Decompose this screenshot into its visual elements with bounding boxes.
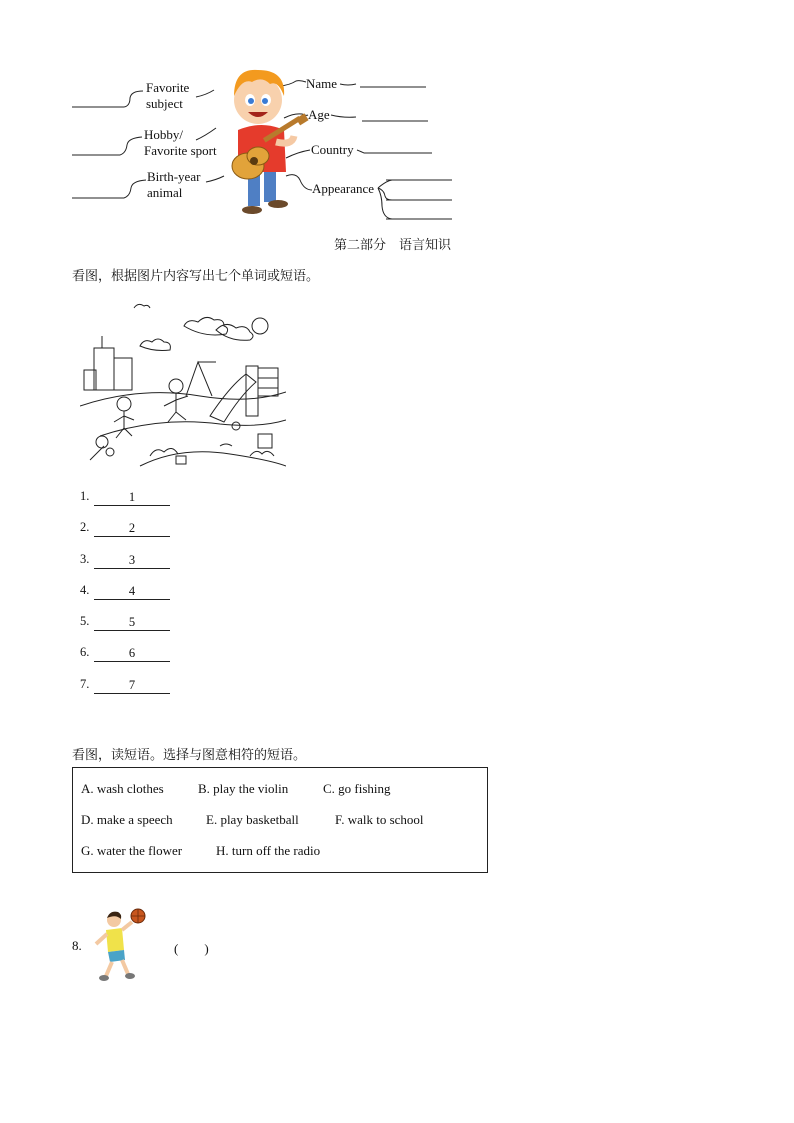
q1-item-number: 5. [80, 614, 90, 628]
q1-item-number: 7. [80, 677, 90, 691]
q1-item-number: 1. [80, 489, 90, 503]
label-birth-year-2: animal [147, 185, 183, 200]
q1-item-number: 6. [80, 645, 90, 659]
label-favorite-subject-1: Favorite [146, 80, 190, 95]
q2-answer-paren[interactable]: ( ) [174, 941, 209, 956]
q1-answer-blank[interactable]: 7 [94, 677, 170, 694]
label-country: Country [311, 142, 354, 157]
label-appearance: Appearance [312, 181, 375, 196]
label-hobby-1: Hobby/ [144, 127, 183, 142]
q1-answer-blank[interactable]: 2 [94, 520, 170, 537]
option-a: A. wash clothes [81, 781, 164, 796]
option-h: H. turn off the radio [216, 843, 321, 858]
label-age: Age [308, 107, 330, 122]
q1-answer-blank[interactable]: 1 [94, 489, 170, 506]
option-f: F. walk to school [335, 812, 424, 827]
q2-instruction: 看图，读短语。选择与图意相符的短语。 [72, 748, 307, 763]
label-name: Name [306, 76, 338, 91]
label-hobby-2: Favorite sport [144, 143, 217, 158]
park-scene-illustration [80, 296, 286, 476]
q1-item-number: 4. [80, 583, 90, 597]
option-g: G. water the flower [81, 843, 183, 858]
option-b: B. play the violin [198, 781, 289, 796]
q1-item-number: 3. [80, 552, 90, 566]
q1-answer-blank[interactable]: 5 [94, 614, 170, 631]
boy-with-guitar-illustration [212, 62, 312, 218]
option-e: E. play basketball [206, 812, 299, 827]
q1-item-number: 2. [80, 520, 90, 534]
q1-answer-blank[interactable]: 3 [94, 552, 170, 569]
q1-answer-blank[interactable]: 4 [94, 583, 170, 600]
q1-instruction: 看图，根据图片内容写出七个单词或短语。 [72, 269, 320, 284]
q2-item-number: 8. [72, 938, 82, 953]
basketball-player-illustration [92, 906, 150, 986]
label-favorite-subject-2: subject [146, 96, 183, 111]
q1-answer-blank[interactable]: 6 [94, 645, 170, 662]
option-d: D. make a speech [81, 812, 173, 827]
option-c: C. go fishing [323, 781, 391, 796]
section-heading: 第二部分 语言知识 [334, 238, 452, 253]
label-birth-year-1: Birth-year [147, 169, 201, 184]
q2-options-box [72, 767, 488, 873]
mindmap-connectors [0, 0, 794, 240]
